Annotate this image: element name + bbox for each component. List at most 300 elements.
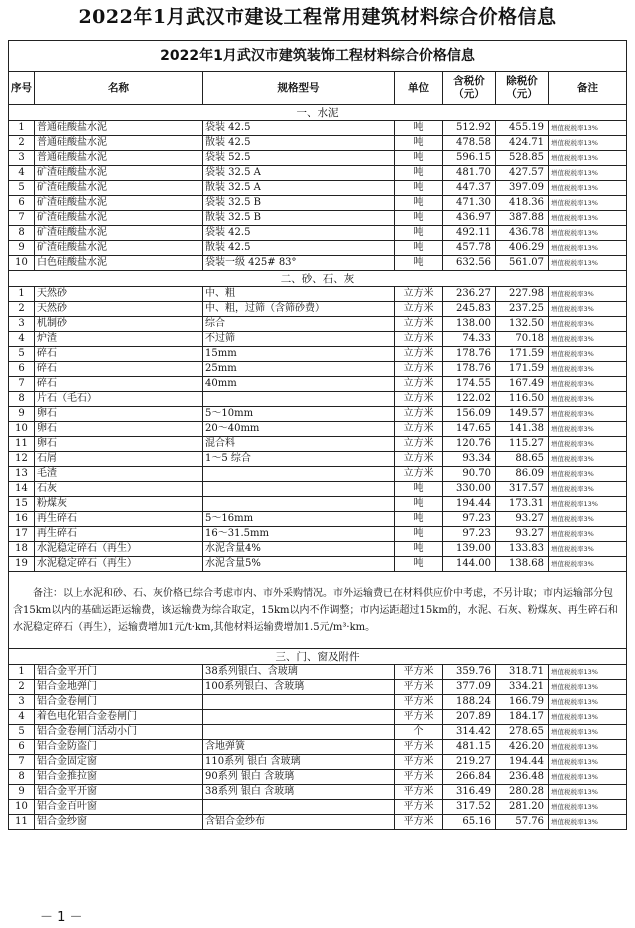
document-title: 2022年1月武汉市建设工程常用建筑材料综合价格信息 — [78, 6, 557, 28]
row-name: 碎石 — [35, 377, 203, 392]
row-price-with-tax: 97.23 — [443, 527, 496, 542]
row-tax-note: 增值税税率13% — [549, 151, 627, 166]
row-name: 石屑 — [35, 452, 203, 467]
row-unit: 平方米 — [395, 695, 443, 710]
table-row — [9, 482, 627, 497]
row-spec: 袋装 32.5 A — [203, 166, 395, 181]
header-price-with-tax: 含税价（元） — [443, 72, 496, 105]
row-unit: 吨 — [395, 151, 443, 166]
row-unit: 个 — [395, 725, 443, 740]
row-index: 6 — [9, 196, 35, 211]
row-index: 6 — [9, 362, 35, 377]
table-row — [9, 422, 627, 437]
row-unit: 吨 — [395, 211, 443, 226]
table-row — [9, 452, 627, 467]
table-row — [9, 347, 627, 362]
row-price-without-tax: 149.57 — [496, 407, 549, 422]
row-unit: 吨 — [395, 241, 443, 256]
row-unit: 吨 — [395, 256, 443, 271]
table-row — [9, 287, 627, 302]
row-price-without-tax: 93.27 — [496, 512, 549, 527]
row-name: 毛渣 — [35, 467, 203, 482]
row-tax-note: 增值税税率13% — [549, 226, 627, 241]
row-price-with-tax: 512.92 — [443, 121, 496, 136]
table-row — [9, 725, 627, 740]
row-price-with-tax: 120.76 — [443, 437, 496, 452]
row-unit: 吨 — [395, 512, 443, 527]
table-row — [9, 467, 627, 482]
row-spec — [203, 695, 395, 710]
row-price-with-tax: 377.09 — [443, 680, 496, 695]
row-price-with-tax: 447.37 — [443, 181, 496, 196]
row-unit: 平方米 — [395, 755, 443, 770]
row-name: 矿渣硅酸盐水泥 — [35, 241, 203, 256]
price-table-frame — [8, 40, 626, 904]
row-index: 2 — [9, 680, 35, 695]
row-price-without-tax: 317.57 — [496, 482, 549, 497]
row-spec: 散装 32.5 B — [203, 211, 395, 226]
row-unit: 立方米 — [395, 302, 443, 317]
row-name: 石灰 — [35, 482, 203, 497]
row-spec: 5～16mm — [203, 512, 395, 527]
row-price-without-tax: 427.57 — [496, 166, 549, 181]
row-name: 铝合金卷闸门活动小门 — [35, 725, 203, 740]
row-index: 2 — [9, 302, 35, 317]
row-price-with-tax: 174.55 — [443, 377, 496, 392]
section-title: 一、水泥 — [9, 105, 627, 121]
table-title-row — [9, 41, 627, 72]
row-price-without-tax: 173.31 — [496, 497, 549, 512]
row-name: 白色硅酸盐水泥 — [35, 256, 203, 271]
row-price-without-tax: 116.50 — [496, 392, 549, 407]
row-index: 12 — [9, 452, 35, 467]
row-unit: 立方米 — [395, 392, 443, 407]
row-index: 11 — [9, 437, 35, 452]
table-row — [9, 226, 627, 241]
row-price-with-tax: 632.56 — [443, 256, 496, 271]
row-index: 18 — [9, 542, 35, 557]
row-index: 13 — [9, 467, 35, 482]
section-header-row — [9, 649, 627, 665]
row-tax-note: 增值税税率3% — [549, 407, 627, 422]
section-title: 三、门、窗及附件 — [9, 649, 627, 665]
row-price-without-tax: 426.20 — [496, 740, 549, 755]
row-index: 10 — [9, 800, 35, 815]
row-price-with-tax: 316.49 — [443, 785, 496, 800]
row-unit: 吨 — [395, 482, 443, 497]
row-price-without-tax: 57.76 — [496, 815, 549, 830]
row-name: 铝合金卷闸门 — [35, 695, 203, 710]
row-tax-note: 增值税税率13% — [549, 181, 627, 196]
table-row — [9, 740, 627, 755]
header-unit: 单位 — [395, 72, 443, 105]
row-tax-note: 增值税税率13% — [549, 755, 627, 770]
row-spec: 100系列银白、含玻璃 — [203, 680, 395, 695]
table-header-row — [9, 72, 627, 105]
row-spec: 水泥含量4% — [203, 542, 395, 557]
row-price-with-tax: 359.76 — [443, 665, 496, 680]
row-price-with-tax: 97.23 — [443, 512, 496, 527]
row-price-without-tax: 166.79 — [496, 695, 549, 710]
row-spec — [203, 392, 395, 407]
row-spec: 中、粗，过筛（含筛砂费） — [203, 302, 395, 317]
row-spec: 袋装一级 425# 83° — [203, 256, 395, 271]
row-name: 铝合金防盗门 — [35, 740, 203, 755]
row-price-without-tax: 418.36 — [496, 196, 549, 211]
row-index: 9 — [9, 241, 35, 256]
row-name: 炉渣 — [35, 332, 203, 347]
row-tax-note: 增值税税率3% — [549, 437, 627, 452]
table-row — [9, 196, 627, 211]
row-unit: 立方米 — [395, 437, 443, 452]
row-unit: 立方米 — [395, 332, 443, 347]
row-tax-note: 增值税税率13% — [549, 497, 627, 512]
row-name: 机制砂 — [35, 317, 203, 332]
row-tax-note: 增值税税率3% — [549, 377, 627, 392]
row-tax-note: 增值税税率13% — [549, 256, 627, 271]
section-header-row — [9, 271, 627, 287]
row-index: 16 — [9, 512, 35, 527]
row-unit: 立方米 — [395, 422, 443, 437]
row-spec — [203, 482, 395, 497]
row-spec: 散装 42.5 — [203, 241, 395, 256]
row-index: 9 — [9, 785, 35, 800]
row-tax-note: 增值税税率3% — [549, 467, 627, 482]
row-spec: 40mm — [203, 377, 395, 392]
row-unit: 平方米 — [395, 740, 443, 755]
row-spec: 综合 — [203, 317, 395, 332]
row-price-with-tax: 596.15 — [443, 151, 496, 166]
row-unit: 立方米 — [395, 467, 443, 482]
table-row — [9, 181, 627, 196]
row-price-without-tax: 132.50 — [496, 317, 549, 332]
table-row — [9, 542, 627, 557]
row-index: 3 — [9, 317, 35, 332]
row-spec: 混合料 — [203, 437, 395, 452]
price-table — [8, 40, 627, 830]
row-price-with-tax: 90.70 — [443, 467, 496, 482]
row-name: 天然砂 — [35, 302, 203, 317]
row-price-with-tax: 245.83 — [443, 302, 496, 317]
row-spec: 5～10mm — [203, 407, 395, 422]
row-spec: 38系列 银白 含玻璃 — [203, 785, 395, 800]
row-index: 4 — [9, 166, 35, 181]
row-price-with-tax: 156.09 — [443, 407, 496, 422]
row-price-with-tax: 144.00 — [443, 557, 496, 572]
row-price-with-tax: 266.84 — [443, 770, 496, 785]
row-price-with-tax: 236.27 — [443, 287, 496, 302]
row-name: 片石（毛石） — [35, 392, 203, 407]
table-row — [9, 392, 627, 407]
row-index: 8 — [9, 392, 35, 407]
row-price-with-tax: 492.11 — [443, 226, 496, 241]
row-tax-note: 增值税税率13% — [549, 211, 627, 226]
row-unit: 平方米 — [395, 785, 443, 800]
row-price-without-tax: 133.83 — [496, 542, 549, 557]
row-price-without-tax: 227.98 — [496, 287, 549, 302]
row-price-with-tax: 481.15 — [443, 740, 496, 755]
row-name: 矿渣硅酸盐水泥 — [35, 196, 203, 211]
row-price-without-tax: 561.07 — [496, 256, 549, 271]
row-price-with-tax: 330.00 — [443, 482, 496, 497]
row-price-with-tax: 436.97 — [443, 211, 496, 226]
table-row — [9, 680, 627, 695]
row-index: 14 — [9, 482, 35, 497]
row-price-without-tax: 115.27 — [496, 437, 549, 452]
row-tax-note: 增值税税率3% — [549, 512, 627, 527]
row-price-without-tax: 171.59 — [496, 362, 549, 377]
row-index: 4 — [9, 332, 35, 347]
row-unit: 吨 — [395, 181, 443, 196]
row-unit: 平方米 — [395, 770, 443, 785]
row-price-without-tax: 424.71 — [496, 136, 549, 151]
row-spec — [203, 800, 395, 815]
header-index: 序号 — [9, 72, 35, 105]
row-price-with-tax: 471.30 — [443, 196, 496, 211]
row-unit: 吨 — [395, 166, 443, 181]
table-row — [9, 527, 627, 542]
row-tax-note: 增值税税率13% — [549, 680, 627, 695]
row-index: 5 — [9, 347, 35, 362]
row-price-with-tax: 93.34 — [443, 452, 496, 467]
row-price-without-tax: 278.65 — [496, 725, 549, 740]
table-row — [9, 121, 627, 136]
row-spec: 含铝合金纱布 — [203, 815, 395, 830]
row-unit: 立方米 — [395, 377, 443, 392]
row-price-without-tax: 138.68 — [496, 557, 549, 572]
row-name: 卵石 — [35, 437, 203, 452]
row-index: 17 — [9, 527, 35, 542]
row-price-without-tax: 171.59 — [496, 347, 549, 362]
row-price-without-tax: 528.85 — [496, 151, 549, 166]
row-price-with-tax: 65.16 — [443, 815, 496, 830]
row-price-with-tax: 207.89 — [443, 710, 496, 725]
page-number: － 1 － — [40, 910, 83, 925]
row-price-without-tax: 194.44 — [496, 755, 549, 770]
row-name: 矿渣硅酸盐水泥 — [35, 211, 203, 226]
row-unit: 立方米 — [395, 317, 443, 332]
row-index: 10 — [9, 422, 35, 437]
header-price-without-tax: 除税价（元） — [496, 72, 549, 105]
row-spec: 袋装 32.5 B — [203, 196, 395, 211]
row-tax-note: 增值税税率13% — [549, 166, 627, 181]
row-price-without-tax: 318.71 — [496, 665, 549, 680]
row-index: 2 — [9, 136, 35, 151]
row-price-without-tax: 86.09 — [496, 467, 549, 482]
row-price-without-tax: 88.65 — [496, 452, 549, 467]
row-unit: 立方米 — [395, 362, 443, 377]
row-index: 1 — [9, 121, 35, 136]
row-spec: 不过筛 — [203, 332, 395, 347]
row-unit: 平方米 — [395, 680, 443, 695]
row-price-without-tax: 93.27 — [496, 527, 549, 542]
row-index: 7 — [9, 211, 35, 226]
row-name: 铝合金推拉窗 — [35, 770, 203, 785]
table-row — [9, 332, 627, 347]
row-spec — [203, 710, 395, 725]
row-spec: 110系列 银白 含玻璃 — [203, 755, 395, 770]
row-tax-note: 增值税税率3% — [549, 542, 627, 557]
remark-text: 备注：以上水泥和砂、石、灰价格已综合考虑市内、市外采购情况。市外运输费已在材料供应价中考虑，不另计取；市内运输部分包含15km以内的基础运距运输费，该运输费为综合取定，15km以内不作调整；市内运距超过15km的，水泥、石灰、粉煤灰、再生碎石和水泥稳定碎石（再生），运输费增加1元/t·km,其他材料运输费增加1.5元/m³·km。 — [9, 572, 627, 649]
table-row — [9, 695, 627, 710]
row-tax-note: 增值税税率13% — [549, 740, 627, 755]
table-row — [9, 785, 627, 800]
row-spec: 38系列银白、含玻璃 — [203, 665, 395, 680]
row-unit: 平方米 — [395, 800, 443, 815]
row-price-without-tax: 184.17 — [496, 710, 549, 725]
row-spec: 散装 42.5 — [203, 136, 395, 151]
row-price-with-tax: 457.78 — [443, 241, 496, 256]
table-row — [9, 497, 627, 512]
table-row — [9, 136, 627, 151]
row-name: 着色电化铝合金卷闸门 — [35, 710, 203, 725]
row-name: 铝合金固定窗 — [35, 755, 203, 770]
row-price-without-tax: 236.48 — [496, 770, 549, 785]
table-row — [9, 151, 627, 166]
row-tax-note: 增值税税率3% — [549, 362, 627, 377]
row-name: 再生碎石 — [35, 512, 203, 527]
row-unit: 吨 — [395, 542, 443, 557]
row-spec — [203, 467, 395, 482]
row-name: 普通硅酸盐水泥 — [35, 121, 203, 136]
row-price-with-tax: 122.02 — [443, 392, 496, 407]
row-unit: 立方米 — [395, 452, 443, 467]
table-row — [9, 407, 627, 422]
row-name: 天然砂 — [35, 287, 203, 302]
row-price-with-tax: 478.58 — [443, 136, 496, 151]
row-price-with-tax: 317.52 — [443, 800, 496, 815]
table-row — [9, 755, 627, 770]
row-price-without-tax: 237.25 — [496, 302, 549, 317]
row-spec: 袋装 42.5 — [203, 226, 395, 241]
table-row — [9, 770, 627, 785]
row-unit: 吨 — [395, 136, 443, 151]
row-spec — [203, 725, 395, 740]
header-spec: 规格型号 — [203, 72, 395, 105]
row-unit: 吨 — [395, 557, 443, 572]
row-price-with-tax: 74.33 — [443, 332, 496, 347]
row-spec: 含地弹簧 — [203, 740, 395, 755]
row-index: 15 — [9, 497, 35, 512]
row-index: 6 — [9, 740, 35, 755]
row-name: 碎石 — [35, 347, 203, 362]
row-index: 4 — [9, 710, 35, 725]
row-price-without-tax: 281.20 — [496, 800, 549, 815]
row-name: 铝合金纱窗 — [35, 815, 203, 830]
row-tax-note: 增值税税率13% — [549, 665, 627, 680]
row-tax-note: 增值税税率3% — [549, 422, 627, 437]
row-name: 矿渣硅酸盐水泥 — [35, 166, 203, 181]
row-price-with-tax: 147.65 — [443, 422, 496, 437]
table-row — [9, 512, 627, 527]
row-price-without-tax: 436.78 — [496, 226, 549, 241]
row-spec: 16～31.5mm — [203, 527, 395, 542]
row-name: 卵石 — [35, 407, 203, 422]
row-name: 铝合金平开门 — [35, 665, 203, 680]
row-tax-note: 增值税税率3% — [549, 302, 627, 317]
row-name: 水泥稳定碎石（再生） — [35, 557, 203, 572]
row-index: 10 — [9, 256, 35, 271]
row-name: 再生碎石 — [35, 527, 203, 542]
row-price-with-tax: 138.00 — [443, 317, 496, 332]
row-tax-note: 增值税税率3% — [549, 452, 627, 467]
table-row — [9, 815, 627, 830]
row-tax-note: 增值税税率3% — [549, 557, 627, 572]
row-price-without-tax: 141.38 — [496, 422, 549, 437]
row-spec — [203, 497, 395, 512]
row-price-with-tax: 314.42 — [443, 725, 496, 740]
row-spec: 20～40mm — [203, 422, 395, 437]
row-price-with-tax: 139.00 — [443, 542, 496, 557]
row-tax-note: 增值税税率13% — [549, 710, 627, 725]
row-unit: 平方米 — [395, 665, 443, 680]
table-row — [9, 256, 627, 271]
row-unit: 立方米 — [395, 347, 443, 362]
row-index: 5 — [9, 725, 35, 740]
table-row — [9, 211, 627, 226]
table-row — [9, 362, 627, 377]
table-row — [9, 241, 627, 256]
row-spec: 90系列 银白 含玻璃 — [203, 770, 395, 785]
table-row — [9, 302, 627, 317]
row-price-with-tax: 188.24 — [443, 695, 496, 710]
row-price-with-tax: 178.76 — [443, 362, 496, 377]
row-name: 矿渣硅酸盐水泥 — [35, 226, 203, 241]
row-spec: 袋装 52.5 — [203, 151, 395, 166]
row-index: 8 — [9, 226, 35, 241]
row-name: 普通硅酸盐水泥 — [35, 151, 203, 166]
table-row — [9, 377, 627, 392]
row-price-with-tax: 219.27 — [443, 755, 496, 770]
row-tax-note: 增值税税率3% — [549, 287, 627, 302]
row-spec: 袋装 42.5 — [203, 121, 395, 136]
row-name: 矿渣硅酸盐水泥 — [35, 181, 203, 196]
row-price-without-tax: 387.88 — [496, 211, 549, 226]
row-unit: 吨 — [395, 497, 443, 512]
row-unit: 立方米 — [395, 407, 443, 422]
row-unit: 吨 — [395, 226, 443, 241]
row-tax-note: 增值税税率3% — [549, 392, 627, 407]
row-unit: 立方米 — [395, 287, 443, 302]
row-unit: 吨 — [395, 121, 443, 136]
row-index: 3 — [9, 151, 35, 166]
row-spec: 中、粗 — [203, 287, 395, 302]
row-tax-note: 增值税税率3% — [549, 317, 627, 332]
row-unit: 吨 — [395, 527, 443, 542]
row-name: 铝合金地弹门 — [35, 680, 203, 695]
row-price-without-tax: 334.21 — [496, 680, 549, 695]
row-tax-note: 增值税税率13% — [549, 121, 627, 136]
row-spec: 1～5 综合 — [203, 452, 395, 467]
row-index: 8 — [9, 770, 35, 785]
row-spec: 25mm — [203, 362, 395, 377]
row-index: 11 — [9, 815, 35, 830]
header-name: 名称 — [35, 72, 203, 105]
table-row — [9, 710, 627, 725]
row-unit: 平方米 — [395, 815, 443, 830]
row-unit: 吨 — [395, 196, 443, 211]
table-row — [9, 317, 627, 332]
row-name: 铝合金平开窗 — [35, 785, 203, 800]
table-row — [9, 800, 627, 815]
row-index: 7 — [9, 755, 35, 770]
row-tax-note: 增值税税率3% — [549, 347, 627, 362]
row-index: 7 — [9, 377, 35, 392]
row-tax-note: 增值税税率13% — [549, 725, 627, 740]
row-name: 卵石 — [35, 422, 203, 437]
row-price-with-tax: 481.70 — [443, 166, 496, 181]
row-name: 碎石 — [35, 362, 203, 377]
